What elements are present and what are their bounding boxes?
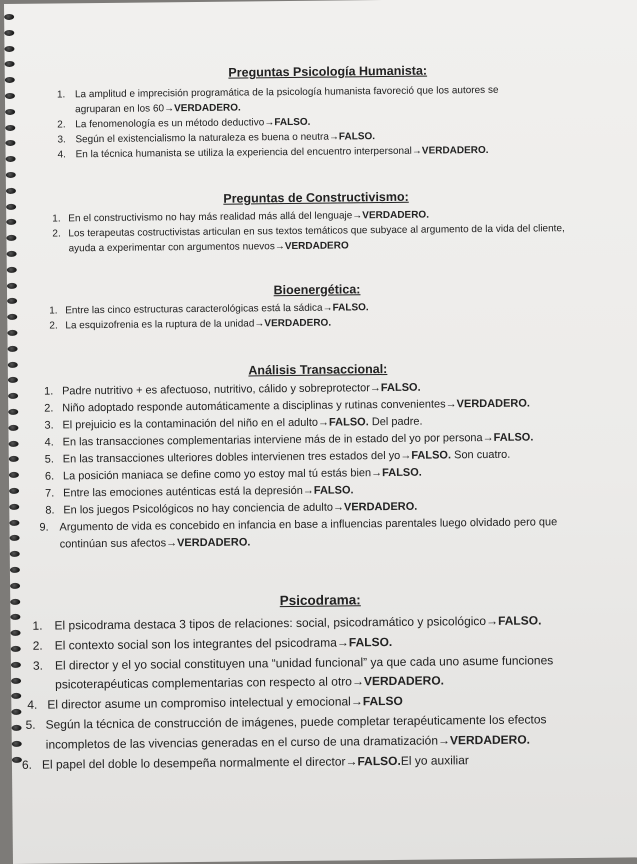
binding-ring	[4, 14, 14, 20]
item-number: 6.	[44, 470, 55, 483]
binding-ring	[5, 61, 15, 67]
answer: FALSO.	[380, 381, 421, 395]
list-item	[9, 514, 629, 555]
item-number: 2.	[32, 638, 43, 653]
list-item	[11, 650, 631, 696]
question-list	[8, 377, 630, 554]
list-item	[11, 709, 631, 755]
binding-ring	[4, 45, 14, 51]
answer: FALSO.	[348, 634, 393, 650]
answer: FALSO.	[332, 302, 369, 314]
item-text: La posición maniaca se define como yo estoy mal tú estás bien→FALSO.	[62, 466, 422, 483]
item-text: En la técnica humanista se utiliza la experiencia del encuentro interpersonal→VERDADERO.	[75, 144, 489, 161]
item-number: 2.	[44, 402, 54, 415]
item-number: 3.	[44, 419, 54, 432]
question-list	[7, 297, 627, 333]
binding-ring	[4, 30, 14, 36]
item-number: 1.	[52, 213, 61, 225]
item-number: 4.	[44, 436, 54, 449]
item-text: Argumento de vida es concebido en infancia en base a influencias parentales luego olvidado pero que continúan sus afectos→VERDADERO.	[59, 516, 558, 551]
answer: FALSO.	[493, 431, 534, 445]
answer: FALSO.	[497, 613, 542, 628]
answer: VERDADERO.	[362, 209, 430, 222]
answer: FALSO.	[382, 466, 422, 480]
item-text: Entre las cinco estructuras caracterológicas está la sádica→FALSO.	[65, 302, 369, 317]
item-text: El director y el yo social constituyen una “unidad funcional” ya que cada uno asume funciones psicoterapéuticas complementarias con respecto al otro→VERDADERO.	[54, 652, 554, 692]
item-number: 5.	[44, 453, 55, 466]
answer: FALSO.	[328, 416, 369, 429]
binding-ring	[8, 346, 18, 352]
item-text: Padre nutritivo + es afectuoso, nutritivo, cálido y sobreprotector→FALSO.	[61, 381, 421, 398]
item-number: 7.	[45, 487, 55, 500]
item-number: 1.	[56, 89, 66, 101]
binding-ring	[10, 583, 20, 589]
item-text: El prejuicio es la contaminación del niño en el adulto→FALSO. Del padre.	[62, 415, 423, 432]
note: Del padre.	[368, 415, 423, 429]
item-text: La esquizofrenia es la ruptura de la unidad→VERDADERO.	[65, 317, 332, 332]
section-heading: Preguntas de Constructivismo:	[223, 189, 409, 206]
answer: FALSO.	[357, 753, 401, 768]
item-text: La fenomenología es un método deductivo→FALSO.	[75, 116, 311, 131]
item-text: En las transacciones ulteriores dobles intervienen tres estados del yo→FALSO. Son cuatro.	[62, 448, 511, 466]
item-number: 8.	[45, 504, 55, 517]
item-number: 3.	[32, 658, 44, 673]
item-number: 1.	[32, 618, 43, 633]
item-number: 6.	[21, 757, 33, 772]
binding-ring	[6, 172, 16, 178]
answer: VERDADERO.	[264, 317, 332, 330]
item-number: 2.	[52, 228, 61, 240]
binding-ring	[10, 567, 20, 573]
item-number: 1.	[49, 305, 58, 317]
item-text: El contexto social son los integrantes del psicodrama→FALSO.	[54, 634, 393, 653]
question-list	[5, 82, 626, 163]
section-bioenergetics	[7, 279, 627, 333]
answer: VERDADERO.	[456, 397, 531, 411]
section-heading: Bioenergética:	[273, 282, 361, 298]
note: El yo auxiliar	[400, 752, 469, 768]
item-text: En las transacciones complementarias interviene más de in estado del yo por persona→FALSO.	[62, 431, 534, 449]
answer: VERDADERO.	[363, 673, 445, 689]
item-text: En los juegos Psicológicos no hay conciencia de adulto→VERDADERO.	[63, 501, 418, 517]
question-list	[6, 205, 626, 256]
answer: FALSO.	[313, 484, 354, 498]
item-number: 4.	[57, 149, 66, 161]
item-text: El director asume un compromiso intelectual y emocional→FALSO	[47, 694, 403, 712]
item-number: 1.	[43, 385, 54, 398]
item-text: En el constructivismo no hay más realidad más allá del lenguaje→VERDADERO.	[68, 209, 430, 225]
answer: VERDADERO.	[421, 144, 489, 157]
section-humanistic	[5, 62, 626, 163]
answer: FALSO.	[274, 116, 311, 129]
section-constructivism	[6, 187, 627, 256]
item-text: Según el existencialismo la naturaleza es buena o neutra→FALSO.	[75, 131, 376, 146]
section-psychodrama	[10, 589, 632, 775]
answer: FALSO.	[411, 449, 452, 462]
question-list	[10, 610, 632, 775]
paper-sheet	[4, 0, 637, 864]
item-text: Entre las emociones auténticas está la depresión→FALSO.	[63, 484, 354, 500]
item-text: El psicodrama destaca 3 tipos de relaciones: social, psicodramático y psicológico→FALSO.	[54, 613, 542, 633]
answer: VERDADERO	[284, 240, 349, 253]
item-number: 2.	[49, 320, 58, 332]
item-number: 2.	[57, 119, 66, 131]
binding-ring	[6, 188, 16, 194]
answer: VERDADERO.	[174, 102, 241, 115]
item-number: 5.	[25, 717, 36, 732]
section-heading: Análisis Transaccional:	[248, 362, 388, 378]
section-heading: Preguntas Psicología Humanista:	[228, 63, 428, 80]
item-text: Niño adoptado responde automáticamente a disciplinas y rutinas convenientes→VERDADERO.	[62, 397, 531, 415]
section-heading: Psicodrama:	[279, 592, 361, 609]
item-text: El papel del doble lo desempeña normalmente el director→FALSO.El yo auxiliar	[41, 752, 469, 772]
item-number: 4.	[27, 697, 38, 712]
binding-ring	[7, 267, 17, 273]
answer: VERDADERO.	[449, 732, 531, 748]
item-number: 3.	[57, 134, 66, 146]
answer: VERDADERO.	[177, 536, 251, 550]
item-text: Los terapeutas costructivistas articulan en sus textos temáticos que subyace al argumento de la vida del cliente, ayuda a experimentar con argumentos nuevos→VERDADERO	[68, 223, 565, 255]
answer: FALSO.	[338, 131, 376, 143]
answer: FALSO	[362, 694, 403, 709]
item-number: 9.	[39, 521, 49, 535]
list-item	[6, 220, 626, 256]
section-transactional-analysis	[8, 359, 630, 554]
answer: VERDADERO.	[343, 501, 418, 514]
item-text: La amplitud e imprecisión programática de la psicología humanista favoreció que los autores se agruparan en los 60→VERDADERO.	[74, 84, 499, 116]
note: Son cuatro.	[450, 448, 511, 462]
item-text: Según la técnica de construcción de imágenes, puede completar terapéuticamente los efectos incompletos de las vivencias generadas en el curso de una dramatización→VERDADERO.	[45, 712, 547, 752]
